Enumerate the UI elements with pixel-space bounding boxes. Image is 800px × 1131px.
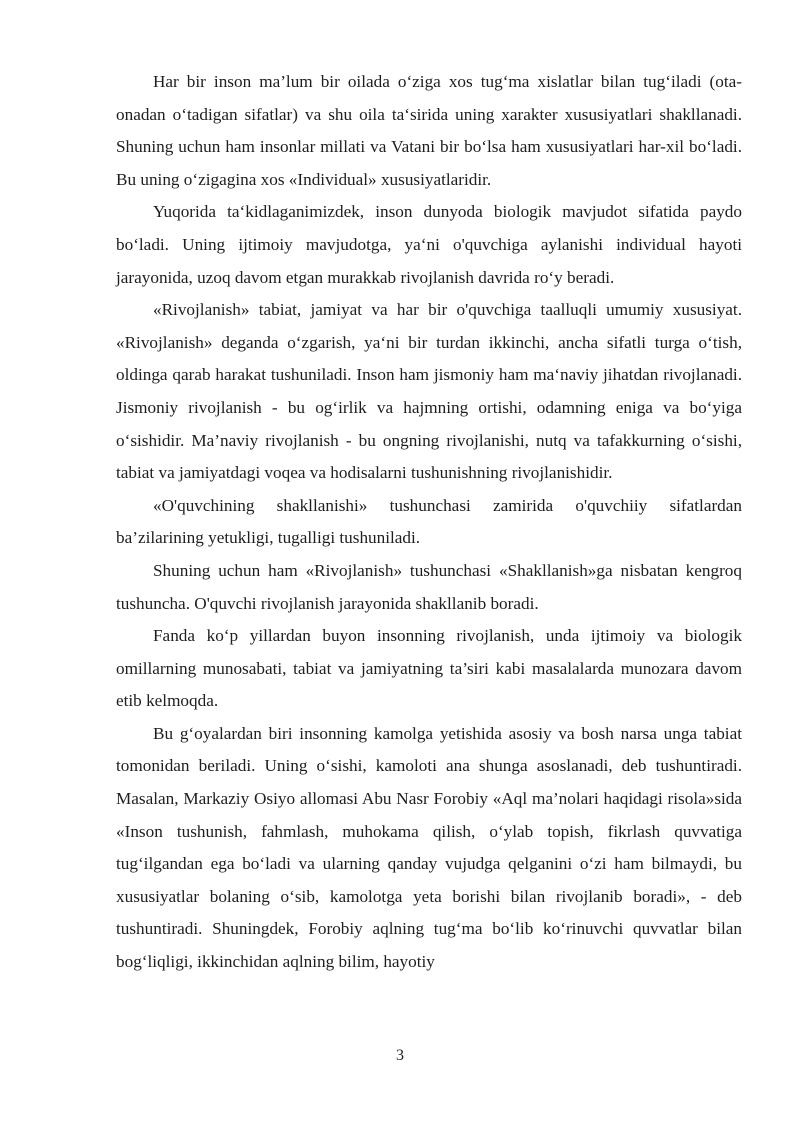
paragraph: Shuning uchun ham «Rivojlanish» tushunchasi «Shakllanish»ga nisbatan kengroq tushuncha. O'quvchi rivojlanish jarayonida shakllanib boradi. [116, 560, 742, 613]
paragraph: «O'quvchining shakllanishi» tushunchasi zamirida o'quvchiiy sifatlardan ba’zilarining yetukligi, tugalligi tushuniladi. [116, 495, 742, 548]
paragraph: Yuqorida ta‘kidlaganimizdek, inson dunyoda biologik mavjudot sifatida paydo bo‘ladi. Uning ijtimoiy mavjudotga, ya‘ni o'quvchiga aylanishi individual hayoti jarayonida, uzoq davom etgan murakkab rivojlanish davrida ro‘y beradi. [116, 202, 742, 287]
document-body [116, 66, 742, 979]
paragraph: Har bir inson ma’lum bir oilada o‘ziga xos tug‘ma xislatlar bilan tug‘iladi (ota-onadan o‘tadigan sifatlar) va shu oila ta‘sirida uning xarakter xususiyatlari shakllanadi. Shuning uchun ham insonlar millati va Vatani bir bo‘lsa ham xususiyatlari har-xil bo‘ladi. Bu uning o‘zigagina xos «Individual» xususiyatlaridir. [116, 72, 742, 189]
paragraph: Bu g‘oyalardan biri insonning kamolga yetishida asosiy va bosh narsa unga tabiat tomonidan beriladi. Uning o‘sishi, kamoloti ana shunga asoslanadi, deb tushuntiradi. Masalan, Markaziy Osiyo allomasi Abu Nasr Forobiy «Aql ma’nolari haqidagi risola»sida «Inson tushunish, fahmlash, muhokama qilish, o‘ylab topish, fikrlash quvvatiga tug‘ilgandan ega bo‘ladi va ularning qanday vujudga qelganini o‘zi ham bilmaydi, bu xususiyatlar bolaning o‘sib, kamolotga yeta borishi bilan rivojlanib boradi», - deb tushuntiradi. Shuningdek, Forobiy aqlning tug‘ma bo‘lib ko‘rinuvchi quvvatlar bilan bog‘liqligi, ikkinchidan aqlning bilim, hayotiy [116, 723, 742, 972]
page-number: 3 [396, 1047, 404, 1064]
paragraph: «Rivojlanish» tabiat, jamiyat va har bir o'quvchiga taalluqli umumiy xususiyat. «Rivojlanish» deganda o‘zgarish, ya‘ni bir turdan ikkinchi, ancha sifatli turga o‘tish, oldinga qarab harakat tushuniladi. Inson ham jismoniy ham ma‘naviy jihatdan rivojlanadi. Jismoniy rivojlanish - bu og‘irlik va hajmning ortishi, odamning eniga va bo‘yiga o‘sishidir. Ma’naviy rivojlanish - bu ongning rivojlanishi, nutq va tafakkurning o‘sishi, tabiat va jamiyatdagi voqea va hodisalarni tushunishning rivojlanishidir. [116, 300, 742, 483]
paragraph: Fanda ko‘p yillardan buyon insonning rivojlanish, unda ijtimoiy va biologik omillarning munosabati, tabiat va jamiyatning ta’siri kabi masalalarda munozara davom etib kelmoqda. [116, 626, 742, 711]
